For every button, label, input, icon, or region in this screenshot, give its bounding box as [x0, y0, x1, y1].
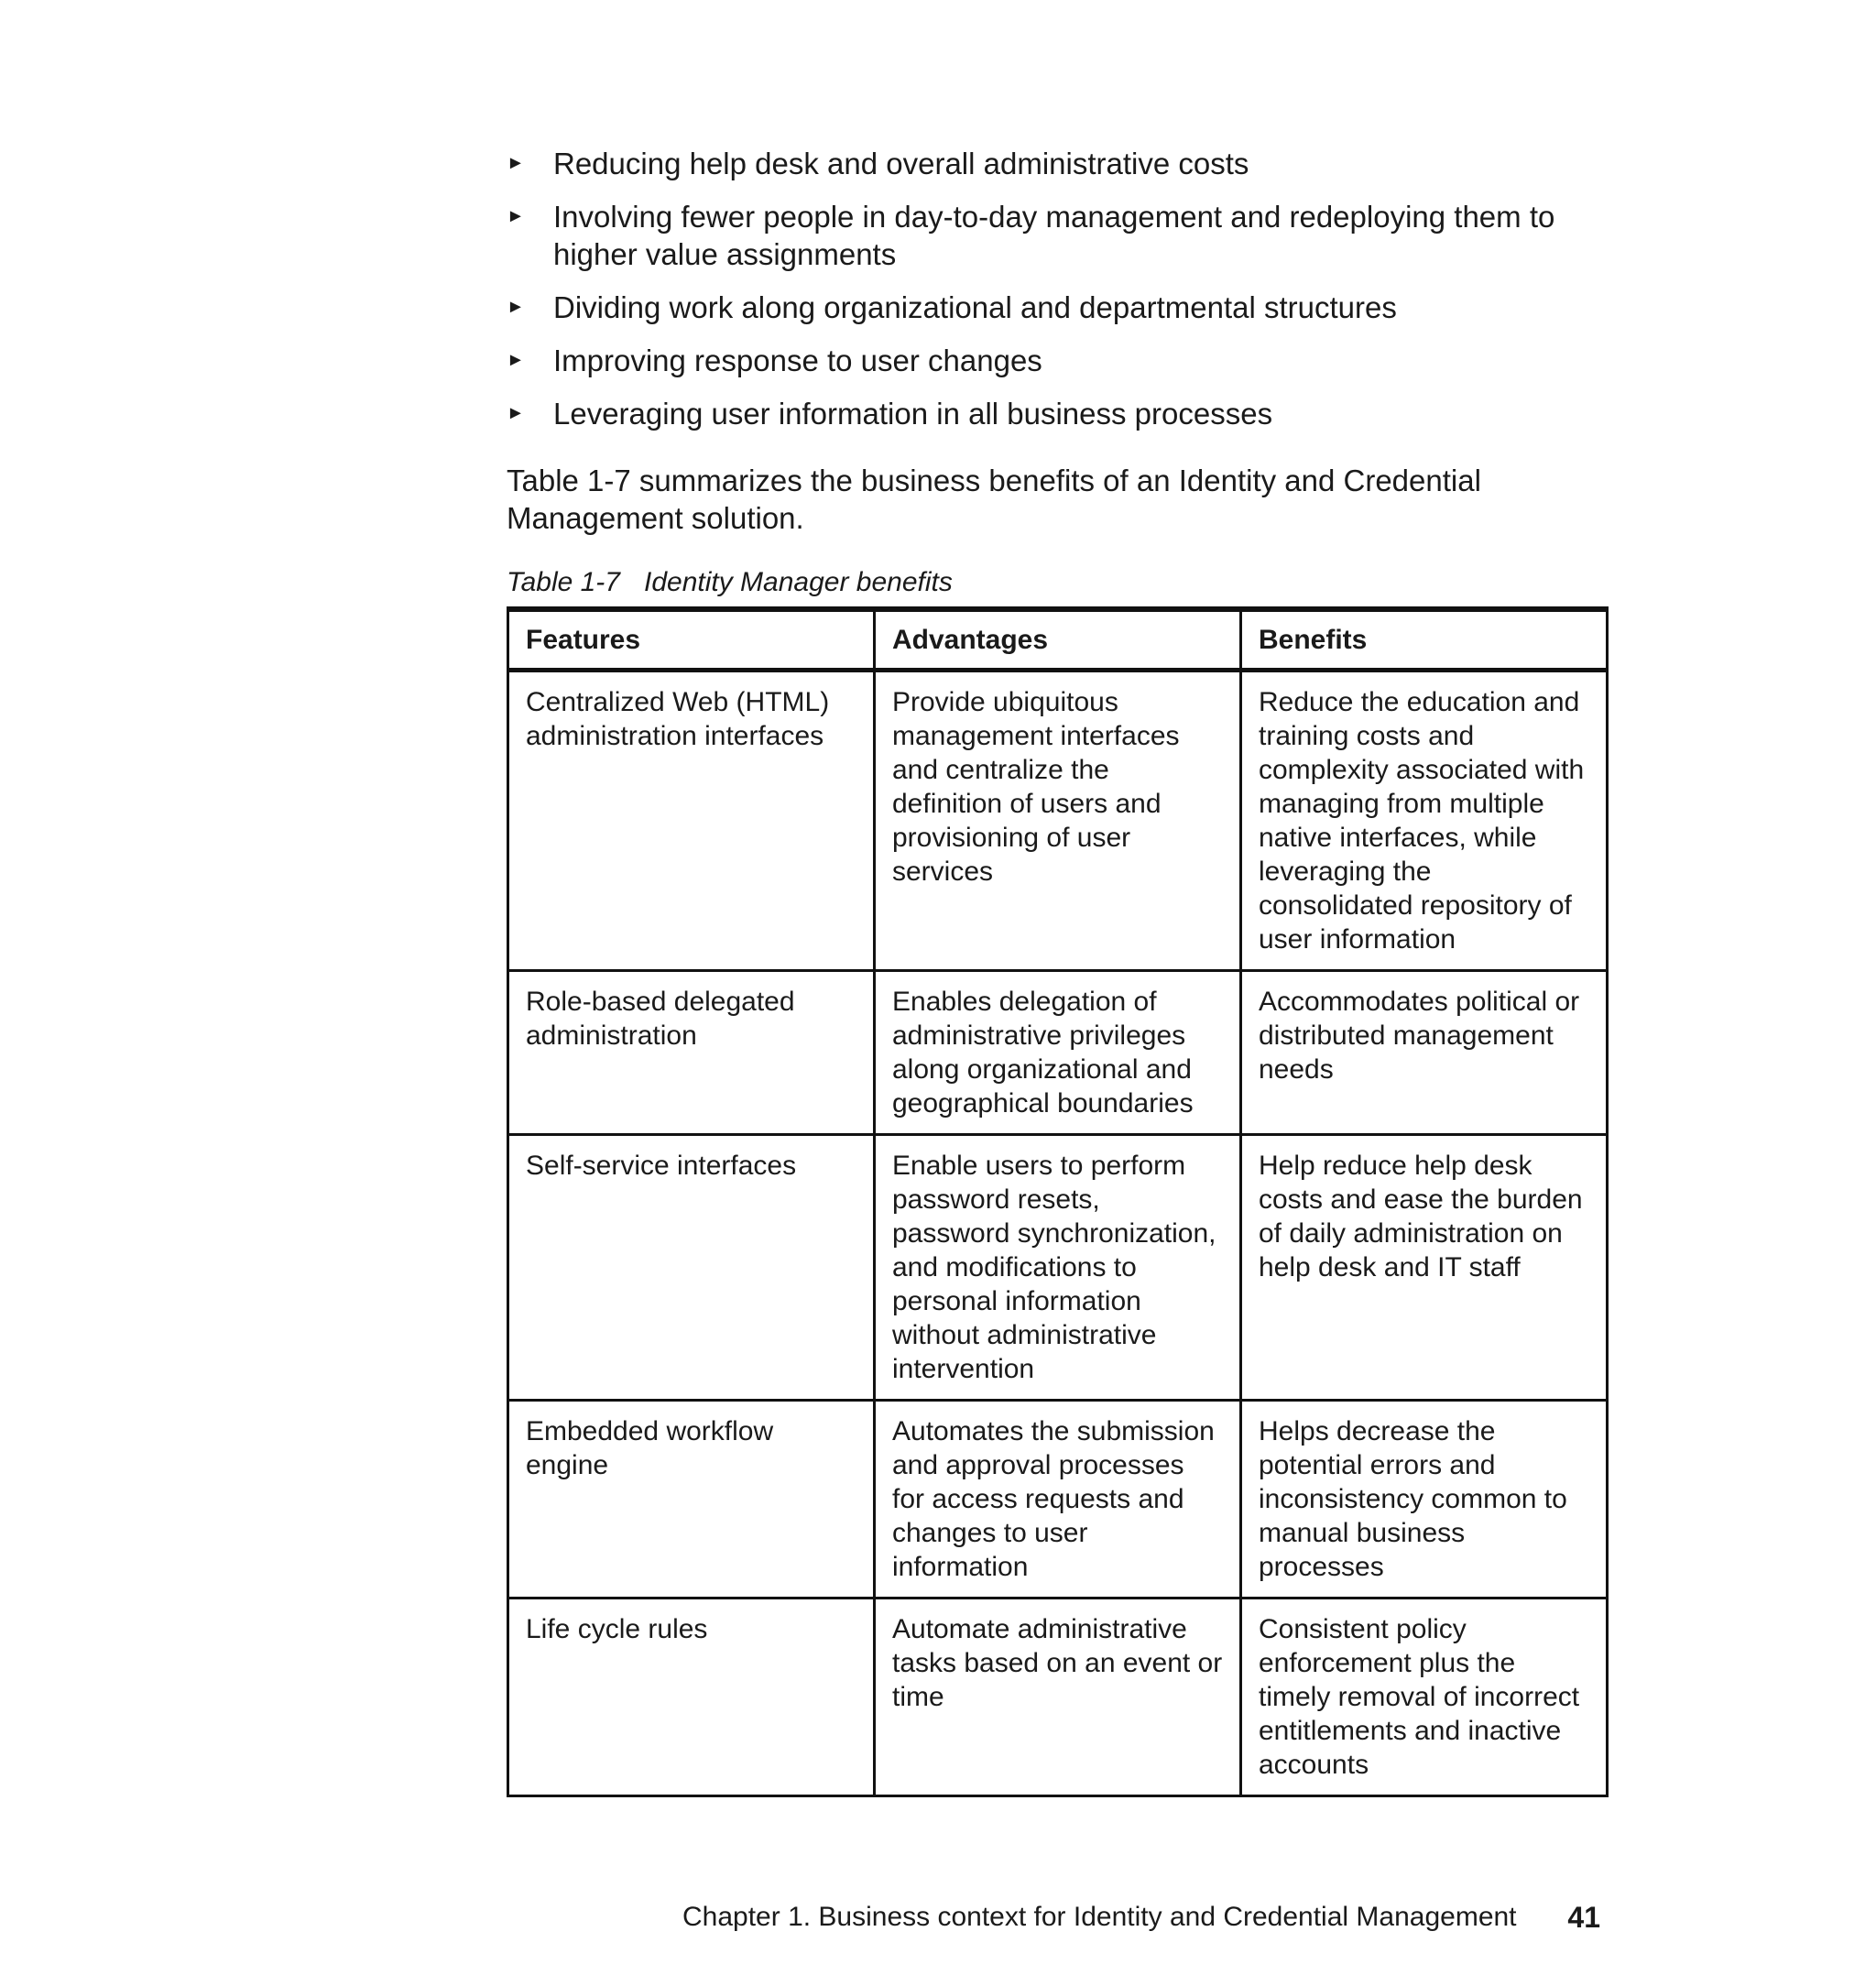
feature-cell: Self-service interfaces — [508, 1135, 875, 1401]
header-features: Features — [508, 609, 875, 671]
bullet-text: Involving fewer people in day-to-day management and redeploying them to higher value assignments — [553, 200, 1555, 271]
benefit-cell: Helps decrease the potential errors and inconsistency common to manual business processes — [1241, 1401, 1608, 1599]
header-benefits: Benefits — [1241, 609, 1608, 671]
benefit-cell: Accommodates political or distributed management needs — [1241, 971, 1608, 1135]
table-row — [508, 671, 1608, 971]
bullet-item — [507, 342, 1633, 379]
table-caption-number: Table 1-7 — [507, 567, 620, 597]
benefits-table — [507, 606, 1609, 1797]
bullet-item — [507, 289, 1633, 326]
table-header-row — [508, 609, 1608, 671]
advantage-cell: Provide ubiquitous management interfaces and centralize the definition of users and provisioning of user services — [875, 671, 1241, 971]
benefit-cell: Reduce the education and training costs and complexity associated with managing from multiple native interfaces, while leveraging the consolidated repository of user information — [1241, 671, 1608, 971]
bullet-arrow-icon: ► — [507, 297, 525, 317]
advantage-cell: Automate administrative tasks based on an event or time — [875, 1599, 1241, 1796]
feature-cell: Centralized Web (HTML) administration interfaces — [508, 671, 875, 971]
table-row — [508, 1135, 1608, 1401]
advantage-cell: Automates the submission and approval processes for access requests and changes to user information — [875, 1401, 1241, 1599]
footer-page-number: 41 — [1567, 1901, 1600, 1934]
bullet-text: Reducing help desk and overall administrative costs — [553, 147, 1249, 180]
bullet-arrow-icon: ► — [507, 206, 525, 226]
feature-cell: Role-based delegated administration — [508, 971, 875, 1135]
benefit-cell: Help reduce help desk costs and ease the burden of daily administration on help desk and IT staff — [1241, 1135, 1608, 1401]
bullet-arrow-icon: ► — [507, 350, 525, 370]
feature-cell: Life cycle rules — [508, 1599, 875, 1796]
bullet-text: Leveraging user information in all business processes — [553, 397, 1273, 431]
bullet-item — [507, 198, 1633, 273]
header-advantages: Advantages — [875, 609, 1241, 671]
benefit-cell: Consistent policy enforcement plus the timely removal of incorrect entitlements and inactive accounts — [1241, 1599, 1608, 1796]
bullet-arrow-icon: ► — [507, 153, 525, 173]
table-caption — [507, 565, 953, 600]
bullet-text: Dividing work along organizational and departmental structures — [553, 290, 1397, 324]
footer-chapter-title: Chapter 1. Business context for Identity and Credential Management — [682, 1902, 1517, 1932]
bullet-item — [507, 395, 1633, 432]
advantage-cell: Enable users to perform password resets, password synchronization, and modifications to personal information without administrative intervention — [875, 1135, 1241, 1401]
bullet-text: Improving response to user changes — [553, 344, 1042, 377]
table-row — [508, 1401, 1608, 1599]
table-row — [508, 1599, 1608, 1796]
bullet-item — [507, 145, 1633, 182]
bullet-arrow-icon: ► — [507, 403, 525, 423]
feature-cell: Embedded workflow engine — [508, 1401, 875, 1599]
bullet-list — [507, 145, 1633, 448]
advantage-cell: Enables delegation of administrative privileges along organizational and geographical boundaries — [875, 971, 1241, 1135]
intro-paragraph: Table 1-7 summarizes the business benefits of an Identity and Credential Management solution. — [507, 464, 1481, 535]
table-caption-title: Identity Manager benefits — [643, 567, 953, 597]
table-row — [508, 971, 1608, 1135]
